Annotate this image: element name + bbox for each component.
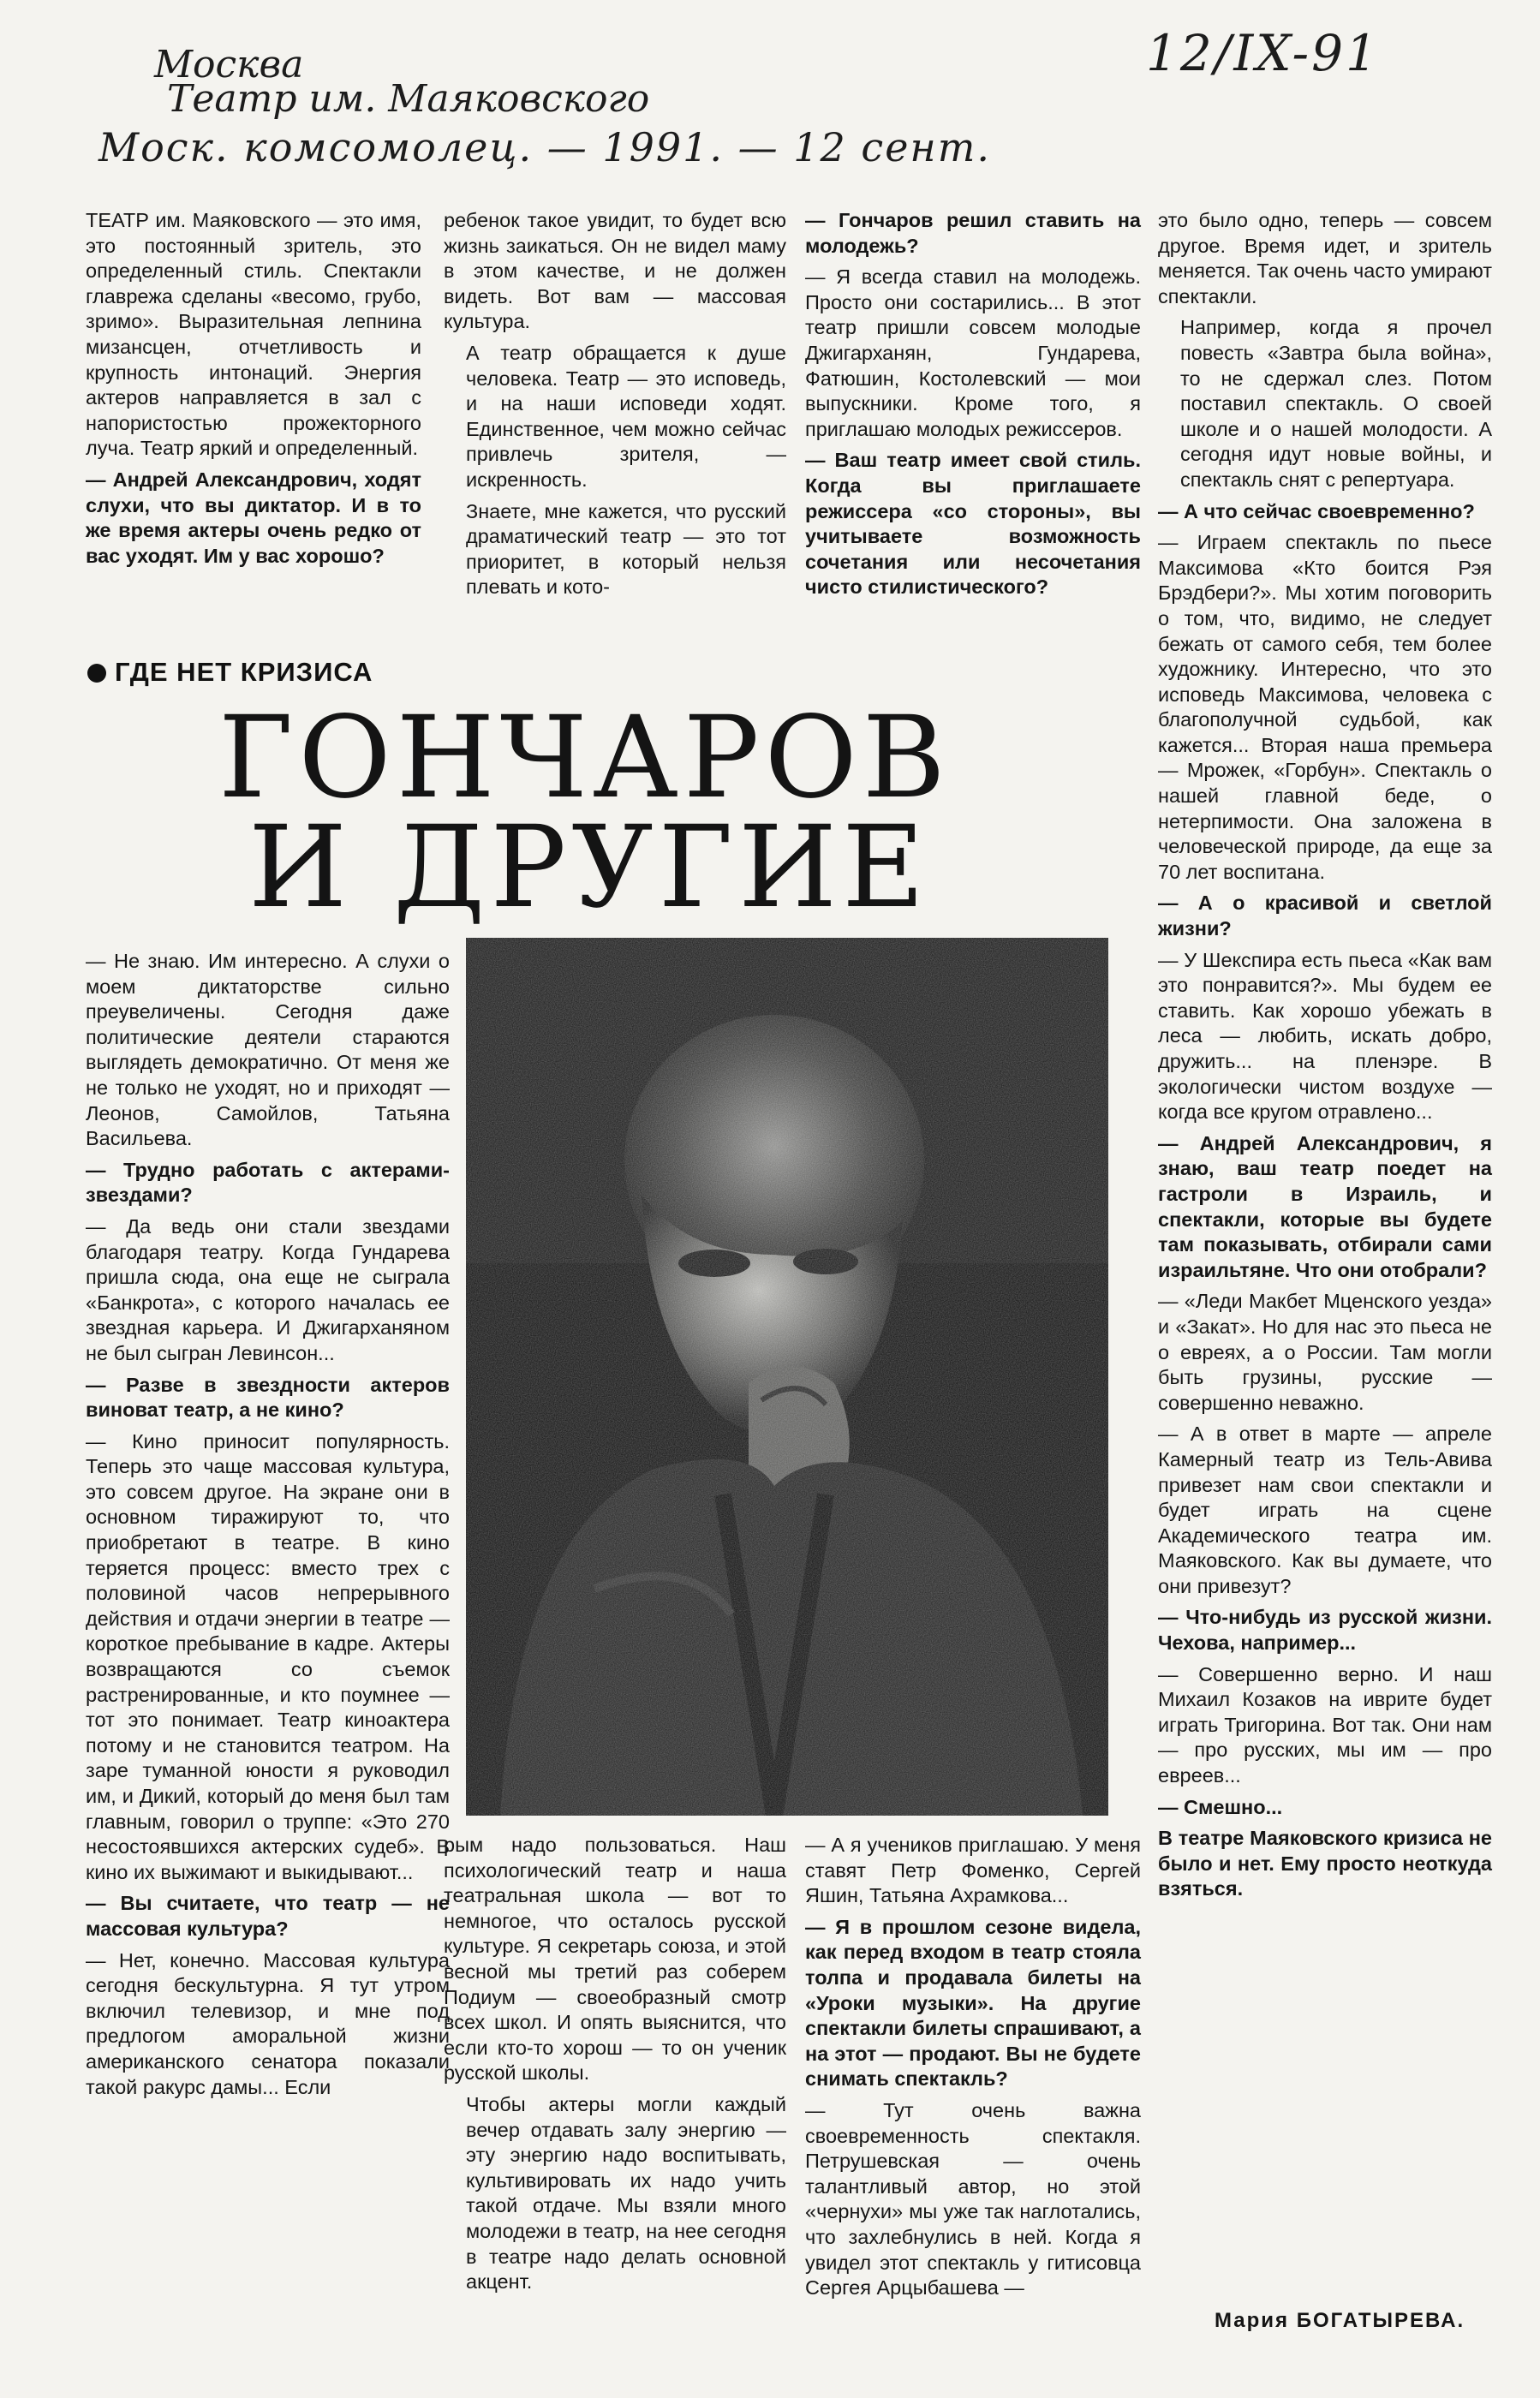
text-paragraph: — Не знаю. Им интересно. А слухи о моем диктаторстве сильно преувеличены. Сегодня даже политические деятели стараются выглядеть демократично. От меня же не только не уходят, но и приходят — Леонов, Самойлов, Татьяна Васильева.: [86, 950, 450, 1150]
text-paragraph: — Тут очень важна своевременность спектакля. Петрушевская — очень талантливый автор, но этой «чернухи» мы уже так наглотались, что захлебнулись в ней. Когда я увидел этот спектакль у гитисовца Сергея Арцыбашева —: [805, 2098, 1141, 2300]
column-3-top: [805, 208, 1141, 606]
handwritten-date: 12/IX-91: [1146, 24, 1380, 82]
question-paragraph: — Андрей Александрович, ходят слухи, что вы диктатор. И в то же время актеры очень редко от вас уходят. Им у вас хорошо?: [86, 468, 421, 567]
question-paragraph: — Ваш театр имеет свой стиль. Когда вы приглашаете режиссера «со стороны», вы учитываете возможность сочетания или несочетания чисто стилистического?: [805, 449, 1141, 599]
headline-line2: И ДРУГИЕ: [248, 802, 930, 934]
text-paragraph: это было одно, теперь — совсем другое. Время идет, и зритель меняется. Так очень часто умирают спектакли.: [1158, 209, 1492, 307]
column-1-top: [86, 208, 421, 575]
handwritten-note-line2: Театр им. Маяковского: [167, 77, 650, 121]
question-paragraph: — Разве в звездности актеров виноват театр, а не кино?: [86, 1373, 450, 1422]
column-1-bottom: [86, 949, 450, 2106]
question-paragraph: — Гончаров решил ставить на молодежь?: [805, 209, 1141, 257]
text-paragraph: — Да ведь они стали звездами благодаря театру. Когда Гундарева пришла сюда, она еще не сыграла «Банкрота», с которого началась ее звездная карьера. И Джигарханяном не был сыгран Левинсон...: [86, 1214, 450, 1364]
text-paragraph: — Играем спектакль по пьесе Максимова «Кто боится Рэя Брэдбери?». Мы хотим поговорить о том, что, видимо, не следует бежать от самого себя, тем более художнику. Интересно, что это исповедь Максимова, человека с благополучной судьбой, как кажется... Вторая наша премьера — Мрожек, «Горбун». Спектакль о нашей главной беде, о нетерпимости. Она заложена в человеческой природе, да еще за 70 лет воспитана.: [1158, 531, 1492, 883]
headline-line1: ГОНЧАРОВ: [218, 692, 951, 824]
question-paragraph: — Смешно...: [1158, 1795, 1283, 1818]
handwritten-note-line1: Москва: [154, 43, 304, 86]
question-paragraph: — А что сейчас своевременно?: [1158, 499, 1475, 522]
bullet-icon: [87, 664, 106, 683]
closing-paragraph: В театре Маяковского кризиса не было и нет. Ему просто неоткуда взяться.: [1158, 1827, 1492, 1900]
author-signature: Мария БОГАТЫРЕВА.: [1215, 2309, 1465, 2332]
column-2-top: [444, 208, 786, 606]
question-paragraph: — Вы считаете, что театр — не массовая культура?: [86, 1892, 450, 1940]
column-3-bottom: [805, 1833, 1141, 2307]
text-paragraph: — Я всегда ставил на молодежь. Просто они состарились... В этот театр пришли совсем молодые Джигарханян, Гундарева, Фатюшин, Костолевский — мои выпускники. Кроме того, я приглашаю молодых режиссеров.: [805, 265, 1141, 440]
text-paragraph: — А я учеников приглашаю. У меня ставят Петр Фоменко, Сергей Яшин, Татьяна Ахрамкова...: [805, 1834, 1141, 1907]
text-paragraph: — У Шекспира есть пьеса «Как вам это понравится?». Мы будем ее ставить. Как хорошо убежать в леса — любить, искать добро, дружить... на пленэре. В экологически чистом воздухе — когда все кругом отравлено...: [1158, 948, 1492, 1124]
column-2-bottom: [444, 1833, 786, 2301]
rubric: [87, 657, 373, 688]
text-paragraph: А театр обращается к душе человека. Театр — это исповедь, и на наши исповеди ходят. Единственное, чем можно сейчас привлечь зрителя, — искренность.: [466, 341, 786, 491]
text-paragraph: — «Леди Макбет Мценского уезда» и «Закат». Но для нас это пьеса не о евреях, а о России. Там могли быть грузины, русские — совершенно неважно.: [1158, 1290, 1492, 1414]
text-paragraph: рым надо пользоваться. Наш психологический театр и наша театральная школа — вот то немногое, что осталось русской культуре. Я секретарь союза, и этой весной мы третий раз соберем Подиум — своеобразный смотр всех школ. И опять выяснится, что если кто-то хорош — то он ученик русской школы.: [444, 1834, 786, 2085]
question-paragraph: — Андрей Александрович, я знаю, ваш театр поедет на гастроли в Израиль, и спектакли, которые вы будете там показывать, отбирали сами израильтяне. Что они отобрали?: [1158, 1131, 1492, 1281]
portrait-image: [466, 938, 1108, 1816]
question-paragraph: — А о красивой и светлой жизни?: [1158, 892, 1492, 940]
intro-paragraph: ТЕАТР им. Маяковского — это имя, это постоянный зритель, это определенный стиль. Спектакли главрежа сделаны «весомо, грубо, зримо». Выразительная лепнина мизансцен, отчетливость и крупность интонаций. Энергия актеров направляется в зал с напористостью прожекторного луча. Театр яркий и определенный.: [86, 209, 421, 460]
text-paragraph: — Нет, конечно. Массовая культура сегодня бескультурна. Я тут утром включил телевизор, и мне под предлогом аморальной жизни американского сенатора показали такой ракурс дамы... Если: [86, 1948, 450, 2098]
portrait-photo: [466, 938, 1108, 1816]
text-paragraph: Например, когда я прочел повесть «Завтра была война», то не сдержал слез. Потом поставил спектакль. О своей школе и о нашей молодости. А сегодня идут новые войны, и спектакль снят с репертуара.: [1180, 316, 1492, 491]
question-paragraph: — Что-нибудь из русской жизни. Чехова, например...: [1158, 1606, 1492, 1655]
question-paragraph: — Трудно работать с актерами-звездами?: [86, 1158, 450, 1207]
handwritten-note-line3: Моск. комсомолец. — 1991. — 12 сент.: [98, 124, 991, 170]
text-paragraph: ребенок такое увидит, то будет всю жизнь заикаться. Он не видел маму в этом качестве, и не должен видеть. Вот вам — массовая культура.: [444, 209, 786, 333]
text-paragraph: — Совершенно верно. И наш Михаил Козаков на иврите будет играть Тригорина. Вот так. Они нам — про русских, мы им — про евреев...: [1158, 1662, 1492, 1787]
text-paragraph: Знаете, мне кажется, что русский драматический театр — это тот приоритет, в который нельзя плевать и кото-: [466, 499, 786, 599]
question-paragraph: — Я в прошлом сезоне видела, как перед входом в театр стояла толпа и продавала билеты на «Уроки музыки». На другие спектакли билеты спрашивают, а на этот — продают. Вы не будете снимать спектакль?: [805, 1915, 1141, 2091]
text-paragraph: Чтобы актеры могли каждый вечер отдавать залу энергию — эту энергию надо воспитывать, культивировать их надо учить такой отдаче. Мы взяли много молодежи в театр, на нее сегодня в театре надо делать основной акцент.: [466, 2092, 786, 2294]
column-4: [1158, 208, 1492, 1908]
text-paragraph: — Кино приносит популярность. Теперь это чаще массовая культура, это совсем другое. На экране они в основном тиражируют то, что приобретают в театре. В кино теряется процесс: вместо трех с половиной часов непрерывного действия и отдачи энергии в театре — короткое пребывание в кадре. Актеры возвращаются со съемок растренированные, и кто поумнее — тот это понимает. Театр киноактера потому и не становится театром. На заре туманной юности я руководил им, и Дикий, который до меня был там главным, говорил о труппе: «Это 270 несостоявшихся актерских судеб». В кино их выжимают и выкидывают...: [86, 1429, 450, 1883]
text-paragraph: — А в ответ в марте — апреле Камерный театр из Тель-Авива привезет нам свои спектакли и будет играть на сцене Академического театра им. Маяковского. Как вы думаете, что они привезут?: [1158, 1423, 1492, 1597]
rubric-text: ГДЕ НЕТ КРИЗИСА: [115, 657, 373, 687]
